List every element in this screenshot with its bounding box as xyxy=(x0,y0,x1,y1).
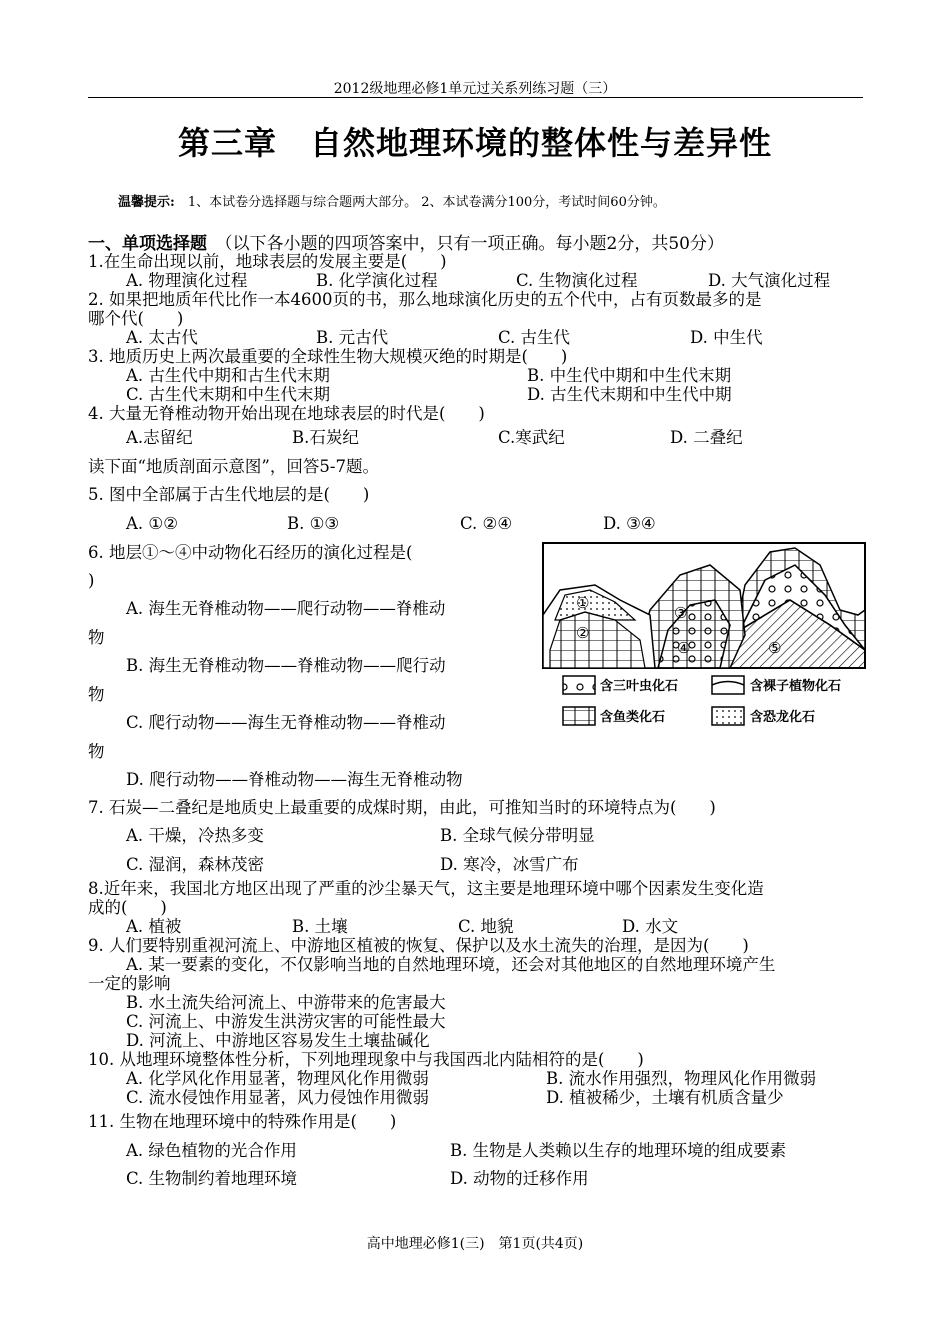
q9-option-a-cont: 一定的影响 xyxy=(88,974,171,993)
q8-option-b: B. 土壤 xyxy=(292,917,348,936)
section-note: （以下各小题的四项答案中，只有一项正确。每小题2分，共50分） xyxy=(224,234,724,254)
q3-option-d: D. 古生代末期和中生代中期 xyxy=(527,385,732,404)
q7-option-d: D. 寒冷，冰雪广布 xyxy=(440,855,579,874)
q9-option-b: B. 水土流失给河流上、中游带来的危害最大 xyxy=(126,993,446,1012)
label-2: ② xyxy=(576,624,590,642)
q6-stem: 6. 地层①～④中动物化石经历的演化过程是( xyxy=(88,543,413,562)
q9-stem: 9. 人们要特别重视河流上、中游地区植被的恢复、保护以及水土流失的治理，是因为( ) xyxy=(88,936,749,955)
legend-dinosaur-swatch xyxy=(712,707,744,725)
q4-option-c: C.寒武纪 xyxy=(498,428,565,447)
page-header: 2012级地理必修1单元过关系列练习题（三） xyxy=(333,81,617,97)
q8-option-d: D. 水文 xyxy=(622,917,679,936)
q2-option-d: D. 中生代 xyxy=(690,328,763,347)
q6-option-c: C. 爬行动物——海生无脊椎动物——脊椎动 xyxy=(126,713,446,732)
q8-option-c: C. 地貌 xyxy=(458,917,514,936)
legend-trilobite: 含三叶虫化石 xyxy=(600,679,679,694)
q5-stem: 5. 图中全部属于古生代地层的是( ) xyxy=(88,485,370,504)
q9-option-c: C. 河流上、中游发生洪涝灾害的可能性最大 xyxy=(126,1012,446,1031)
label-1: ① xyxy=(576,594,590,612)
legend-dinosaur: 含恐龙化石 xyxy=(750,710,816,725)
notice-label: 温馨提示: xyxy=(118,195,175,210)
q11-option-a: A. 绿色植物的光合作用 xyxy=(126,1141,297,1160)
q8-stem: 8.近年来，我国北方地区出现了严重的沙尘暴天气，这主要是地理环境中哪个因素发生变化造 xyxy=(88,879,764,898)
legend-gymnosperm: 含裸子植物化石 xyxy=(750,679,842,694)
reading-prompt: 读下面“地质剖面示意图”，回答5-7题。 xyxy=(88,457,379,476)
q4-option-b: B.石炭纪 xyxy=(292,428,359,447)
q3-option-a: A. 古生代中期和古生代末期 xyxy=(126,366,330,385)
legend-fish: 含鱼类化石 xyxy=(600,710,666,725)
q4-option-a: A.志留纪 xyxy=(126,428,193,447)
q5-option-c: C. ②④ xyxy=(460,514,513,533)
q6-option-a: A. 海生无脊椎动物——爬行动物——脊椎动 xyxy=(126,599,446,618)
label-5: ⑤ xyxy=(768,639,782,657)
label-3: ③ xyxy=(674,604,688,622)
q5-option-a: A. ①② xyxy=(126,514,178,533)
q2-stem: 2. 如果把地质年代比作一本4600页的书，那么地球演化历史的五个代中，占有页数最多的是 xyxy=(88,290,762,309)
q11-option-c: C. 生物制约着地理环境 xyxy=(126,1169,298,1188)
q3-option-b: B. 中生代中期和中生代末期 xyxy=(527,366,732,385)
legend-gymnosperm-swatch xyxy=(712,676,744,694)
q4-stem: 4. 大量无脊椎动物开始出现在地球表层的时代是( ) xyxy=(88,404,485,423)
q8-stem-cont: 成的( ) xyxy=(88,898,167,917)
q11-option-b: B. 生物是人类赖以生存的地理环境的组成要素 xyxy=(450,1141,787,1160)
q1-option-d: D. 大气演化过程 xyxy=(708,271,831,290)
page-footer: 高中地理必修1(三) 第1页(共4页) xyxy=(366,1236,584,1252)
q2-stem-cont: 哪个代( ) xyxy=(88,309,184,328)
q9-option-d: D. 河流上、中游地区容易发生土壤盐碱化 xyxy=(126,1031,430,1050)
q7-option-a: A. 干燥，冷热多变 xyxy=(126,826,264,845)
q6-option-d: D. 爬行动物——脊椎动物——海生无脊椎动物 xyxy=(126,770,463,789)
q2-option-b: B. 元古代 xyxy=(316,328,389,347)
q8-option-a: A. 植被 xyxy=(126,917,182,936)
q1-option-b: B. 化学演化过程 xyxy=(316,271,438,290)
q6-option-a-cont: 物 xyxy=(88,628,105,647)
q2-option-a: A. 太古代 xyxy=(126,328,198,347)
q7-option-b: B. 全球气候分带明显 xyxy=(440,826,595,845)
q9-option-a: A. 某一要素的变化，不仅影响当地的自然地理环境，还会对其他地区的自然地理环境产生 xyxy=(126,955,776,974)
label-4: ④ xyxy=(677,639,691,657)
page-title: 第三章 自然地理环境的整体性与差异性 xyxy=(177,124,772,162)
q11-stem: 11. 生物在地理环境中的特殊作用是( ) xyxy=(88,1112,397,1131)
q10-stem: 10. 从地理环境整体性分析，下列地理现象中与我国西北内陆相符的是( ) xyxy=(88,1050,644,1069)
q10-option-c: C. 流水侵蚀作用显著，风力侵蚀作用微弱 xyxy=(126,1088,430,1107)
legend-fish-swatch xyxy=(563,707,595,725)
q1-stem: 1.在生命出现以前，地球表层的发展主要是( ) xyxy=(88,252,447,271)
q1-option-a: A. 物理演化过程 xyxy=(126,271,248,290)
q6-option-b-cont: 物 xyxy=(88,685,105,704)
header-rule xyxy=(88,97,863,98)
q10-option-d: D. 植被稀少，土壤有机质含量少 xyxy=(546,1088,784,1107)
q6-option-b: B. 海生无脊椎动物——脊椎动物——爬行动 xyxy=(126,656,446,675)
q1-option-c: C. 生物演化过程 xyxy=(516,271,638,290)
q10-option-a: A. 化学风化作用显著，物理风化作用微弱 xyxy=(126,1069,429,1088)
q3-stem: 3. 地质历史上两次最重要的全球性生物大规模灭绝的时期是( ) xyxy=(88,347,568,366)
section-title: 一、单项选择题 xyxy=(88,234,207,254)
q6-stem-cont: ) xyxy=(88,571,95,590)
geologic-section-figure xyxy=(540,540,870,740)
q5-option-b: B. ①③ xyxy=(287,514,340,533)
notice xyxy=(118,191,666,210)
q7-stem: 7. 石炭—二叠纪是地质史上最重要的成煤时期，由此，可推知当时的环境特点为( ) xyxy=(88,798,716,817)
section-heading xyxy=(88,229,724,254)
notice-text: 1、本试卷分选择题与综合题两大部分。 2、本试卷满分100分，考试时间60分钟。 xyxy=(174,195,666,210)
legend-trilobite-swatch xyxy=(563,676,595,694)
q5-option-d: D. ③④ xyxy=(603,514,656,533)
q2-option-c: C. 古生代 xyxy=(498,328,571,347)
q3-option-c: C. 古生代末期和中生代末期 xyxy=(126,385,331,404)
q10-option-b: B. 流水作用强烈，物理风化作用微弱 xyxy=(546,1069,817,1088)
q7-option-c: C. 湿润，森林茂密 xyxy=(126,855,265,874)
q11-option-d: D. 动物的迁移作用 xyxy=(450,1169,589,1188)
q4-option-d: D. 二叠纪 xyxy=(670,428,743,447)
q6-option-c-cont: 物 xyxy=(88,742,105,761)
